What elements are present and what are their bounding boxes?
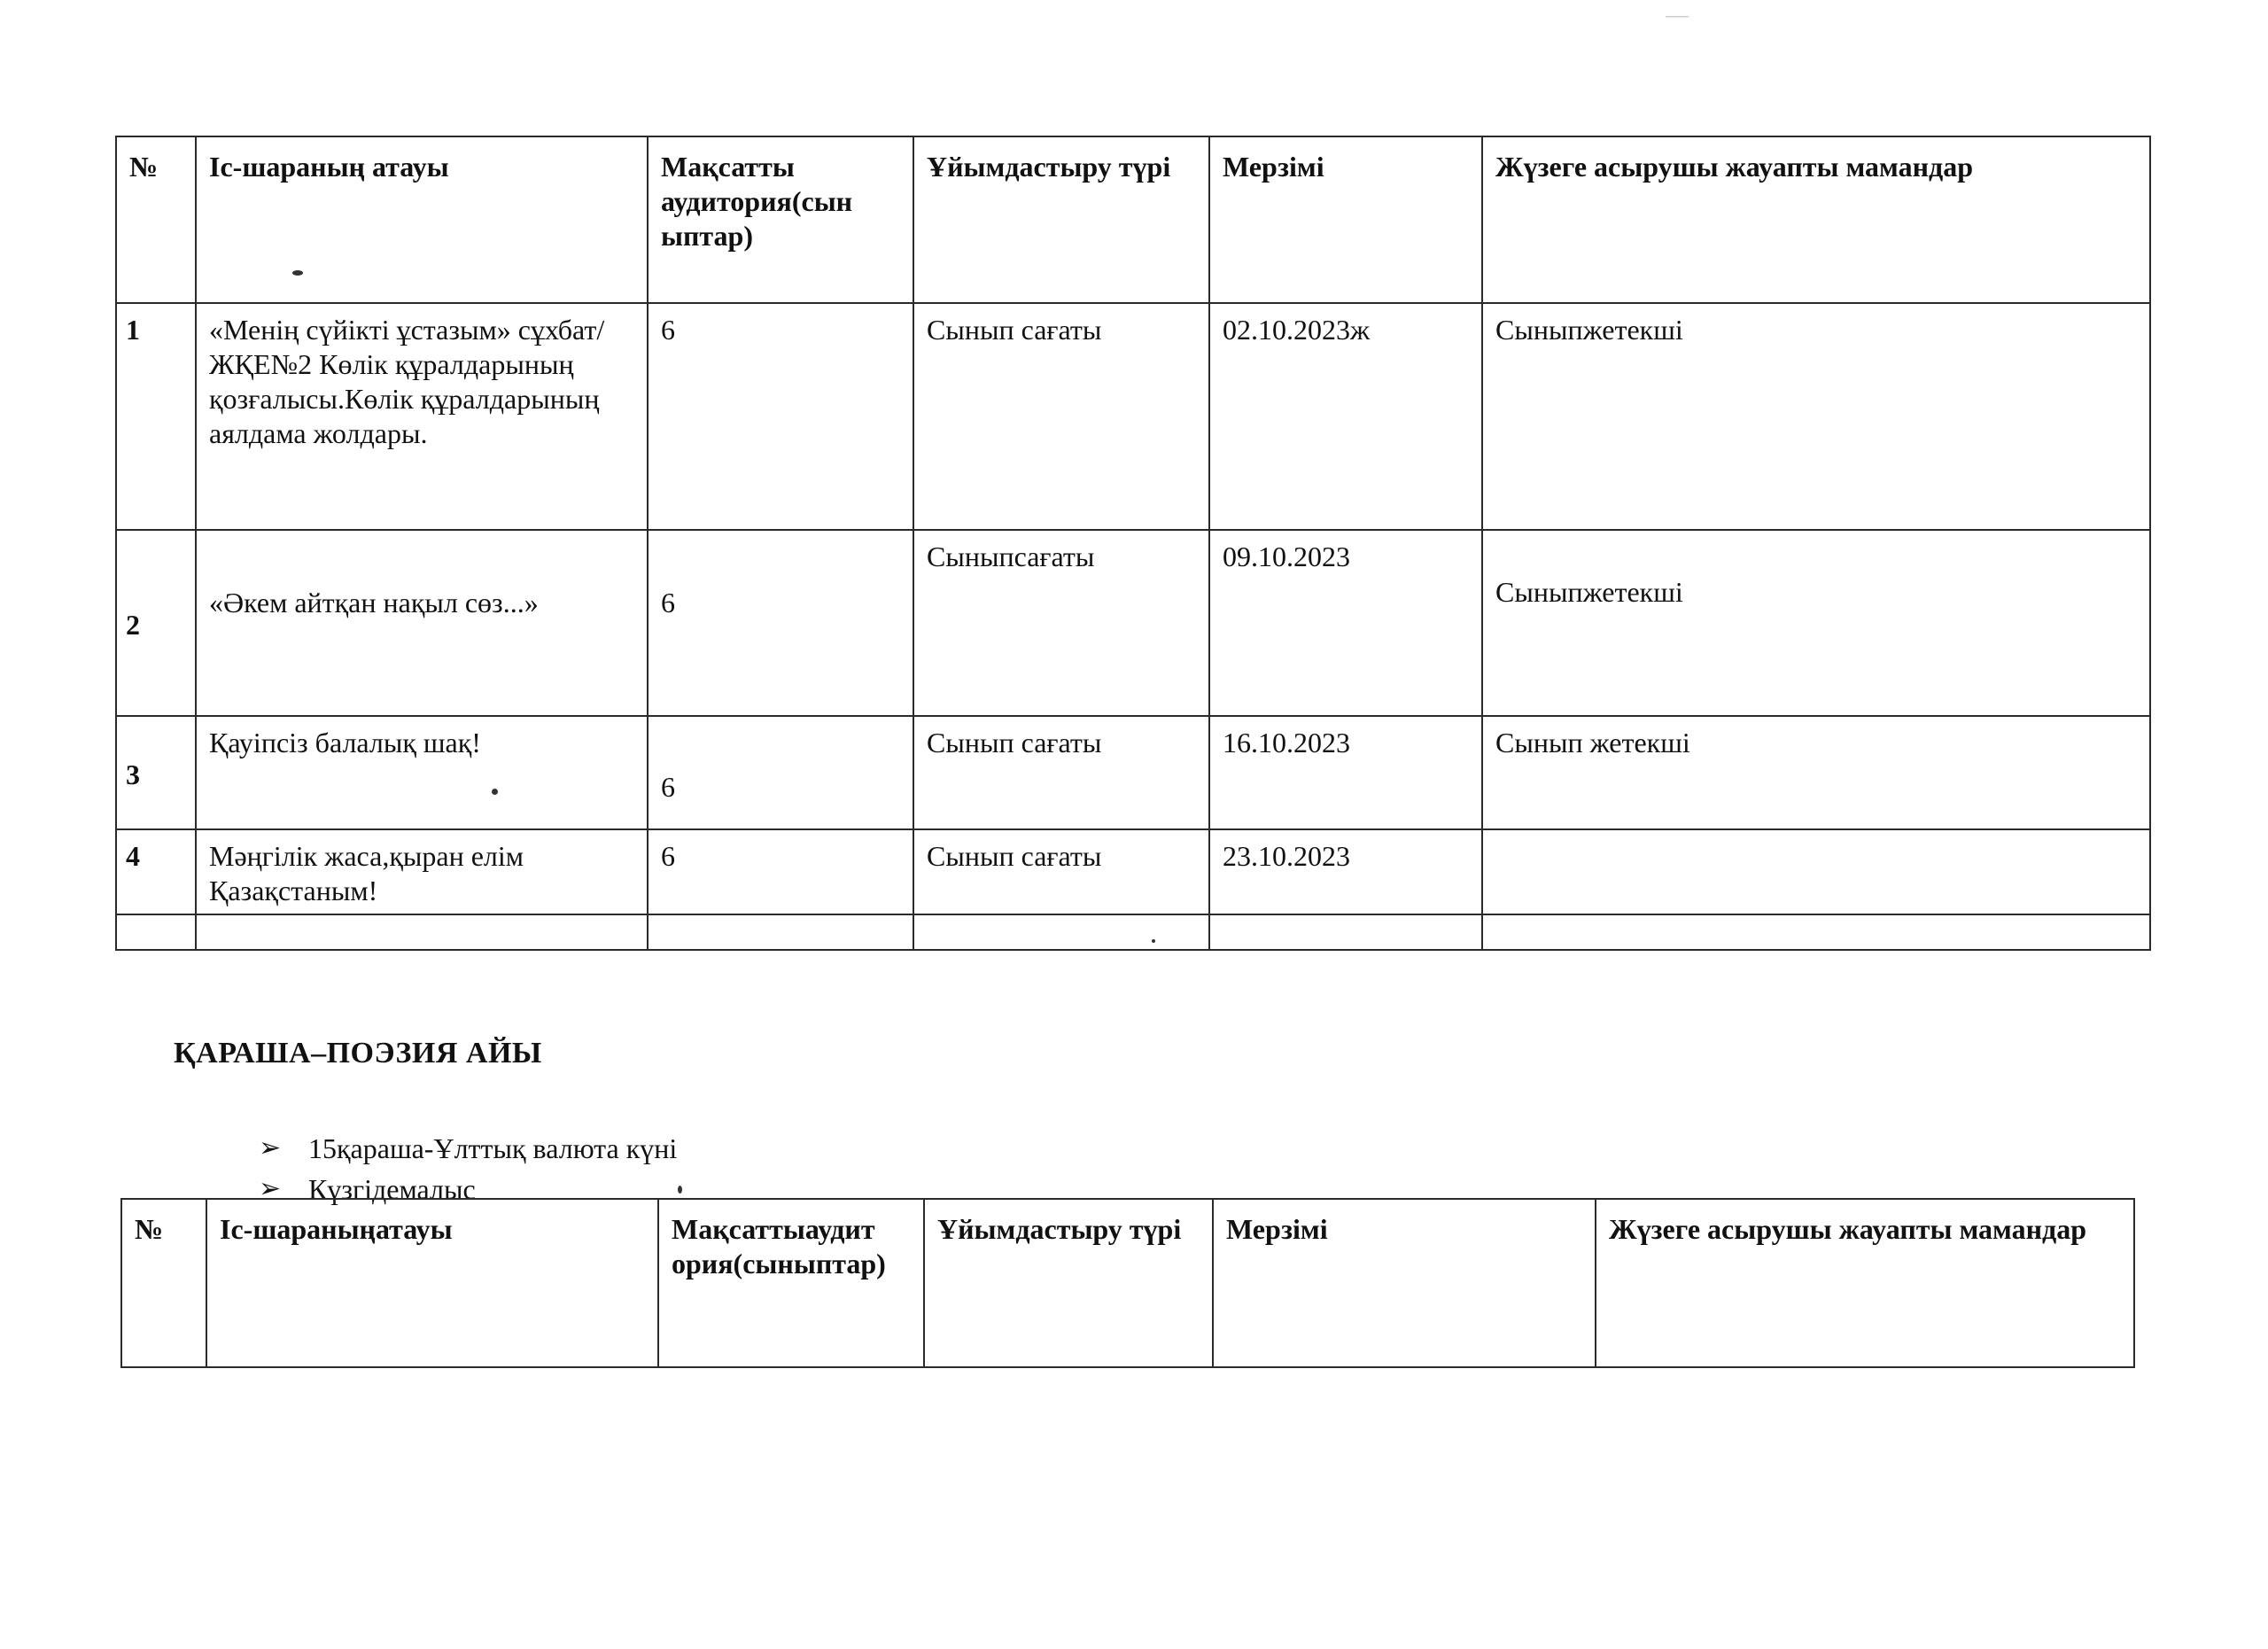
header-organization-type: Ұйымдастыру түрі	[924, 1199, 1213, 1367]
empty-cell	[1209, 914, 1482, 950]
section-title: ҚАРАША–ПОЭЗИЯ АЙЫ	[174, 1037, 542, 1070]
table-header-row	[121, 1199, 2134, 1367]
november-events-table	[120, 1198, 2135, 1368]
header-target-audience: Мақсатты аудитория(сын ыптар)	[648, 136, 913, 303]
row-number: 2	[116, 530, 196, 716]
empty-cell	[196, 914, 648, 950]
empty-cell	[913, 914, 1209, 950]
header-number: №	[116, 136, 196, 303]
row-audience: 6	[648, 829, 913, 914]
scan-speck	[678, 1186, 682, 1194]
header-deadline: Мерзімі	[1213, 1199, 1596, 1367]
row-date: 09.10.2023	[1209, 530, 1482, 716]
table-header-row	[116, 136, 2150, 303]
list-item-text: Күзгідемалыс	[308, 1173, 476, 1205]
row-number: 1	[116, 303, 196, 530]
row-event-name: «Менің сүйікті ұстазым» сұхбат/ЖҚЕ№2 Көлік құралдарының қозғалысы.Көлік құралдарының аялдама жолдары.	[196, 303, 648, 530]
table-row	[116, 530, 2150, 716]
empty-cell	[116, 914, 196, 950]
empty-cell	[648, 914, 913, 950]
header-target-audience: Мақсаттыаудит ория(сыныптар)	[658, 1199, 924, 1367]
scan-speck	[1152, 939, 1155, 943]
row-type: Сынып сағаты	[913, 303, 1209, 530]
scan-speck	[292, 270, 303, 276]
row-event-name: «Әкем айтқан нақыл сөз...»	[196, 530, 648, 716]
header-organization-type: Ұйымдастыру түрі	[913, 136, 1209, 303]
header-event-name: Іс-шараның атауы	[196, 136, 648, 303]
row-type: Сыныпсағаты	[913, 530, 1209, 716]
row-responsible	[1482, 829, 2150, 914]
empty-cell	[1482, 914, 2150, 950]
list-item	[259, 1128, 677, 1169]
row-type: Сынып сағаты	[913, 716, 1209, 829]
row-type: Сынып сағаты	[913, 829, 1209, 914]
empty-row	[116, 914, 2150, 950]
arrow-bullet-icon: ➢	[259, 1133, 282, 1163]
header-event-name: Іс-шараныңатауы	[206, 1199, 658, 1367]
row-audience: 6	[648, 303, 913, 530]
table-row	[116, 303, 2150, 530]
row-audience: 6	[648, 716, 913, 829]
row-responsible: Сынып жетекші	[1482, 716, 2150, 829]
table-row	[116, 829, 2150, 914]
header-responsible: Жүзеге асырушы жауапты мамандар	[1482, 136, 2150, 303]
row-number: 3	[116, 716, 196, 829]
header-responsible: Жүзеге асырушы жауапты мамандар	[1596, 1199, 2134, 1367]
bleed-through-text: —	[1666, 2, 1689, 27]
row-responsible: Сыныпжетекші	[1482, 303, 2150, 530]
row-number: 4	[116, 829, 196, 914]
row-audience: 6	[648, 530, 913, 716]
table-row	[116, 716, 2150, 829]
header-deadline: Мерзімі	[1209, 136, 1482, 303]
row-event-name: Мәңгілік жаса,қыран елім Қазақстаным!	[196, 829, 648, 914]
october-events-table	[115, 136, 2151, 951]
row-event-name: Қауіпсіз балалық шақ!	[196, 716, 648, 829]
header-number: №	[121, 1199, 206, 1367]
row-date: 16.10.2023	[1209, 716, 1482, 829]
row-date: 02.10.2023ж	[1209, 303, 1482, 530]
row-responsible: Сыныпжетекші	[1482, 530, 2150, 716]
scan-speck	[492, 789, 498, 795]
row-date: 23.10.2023	[1209, 829, 1482, 914]
arrow-bullet-icon: ➢	[259, 1174, 282, 1203]
list-item-text: 15қараша-Ұлттық валюта күні	[308, 1132, 678, 1164]
